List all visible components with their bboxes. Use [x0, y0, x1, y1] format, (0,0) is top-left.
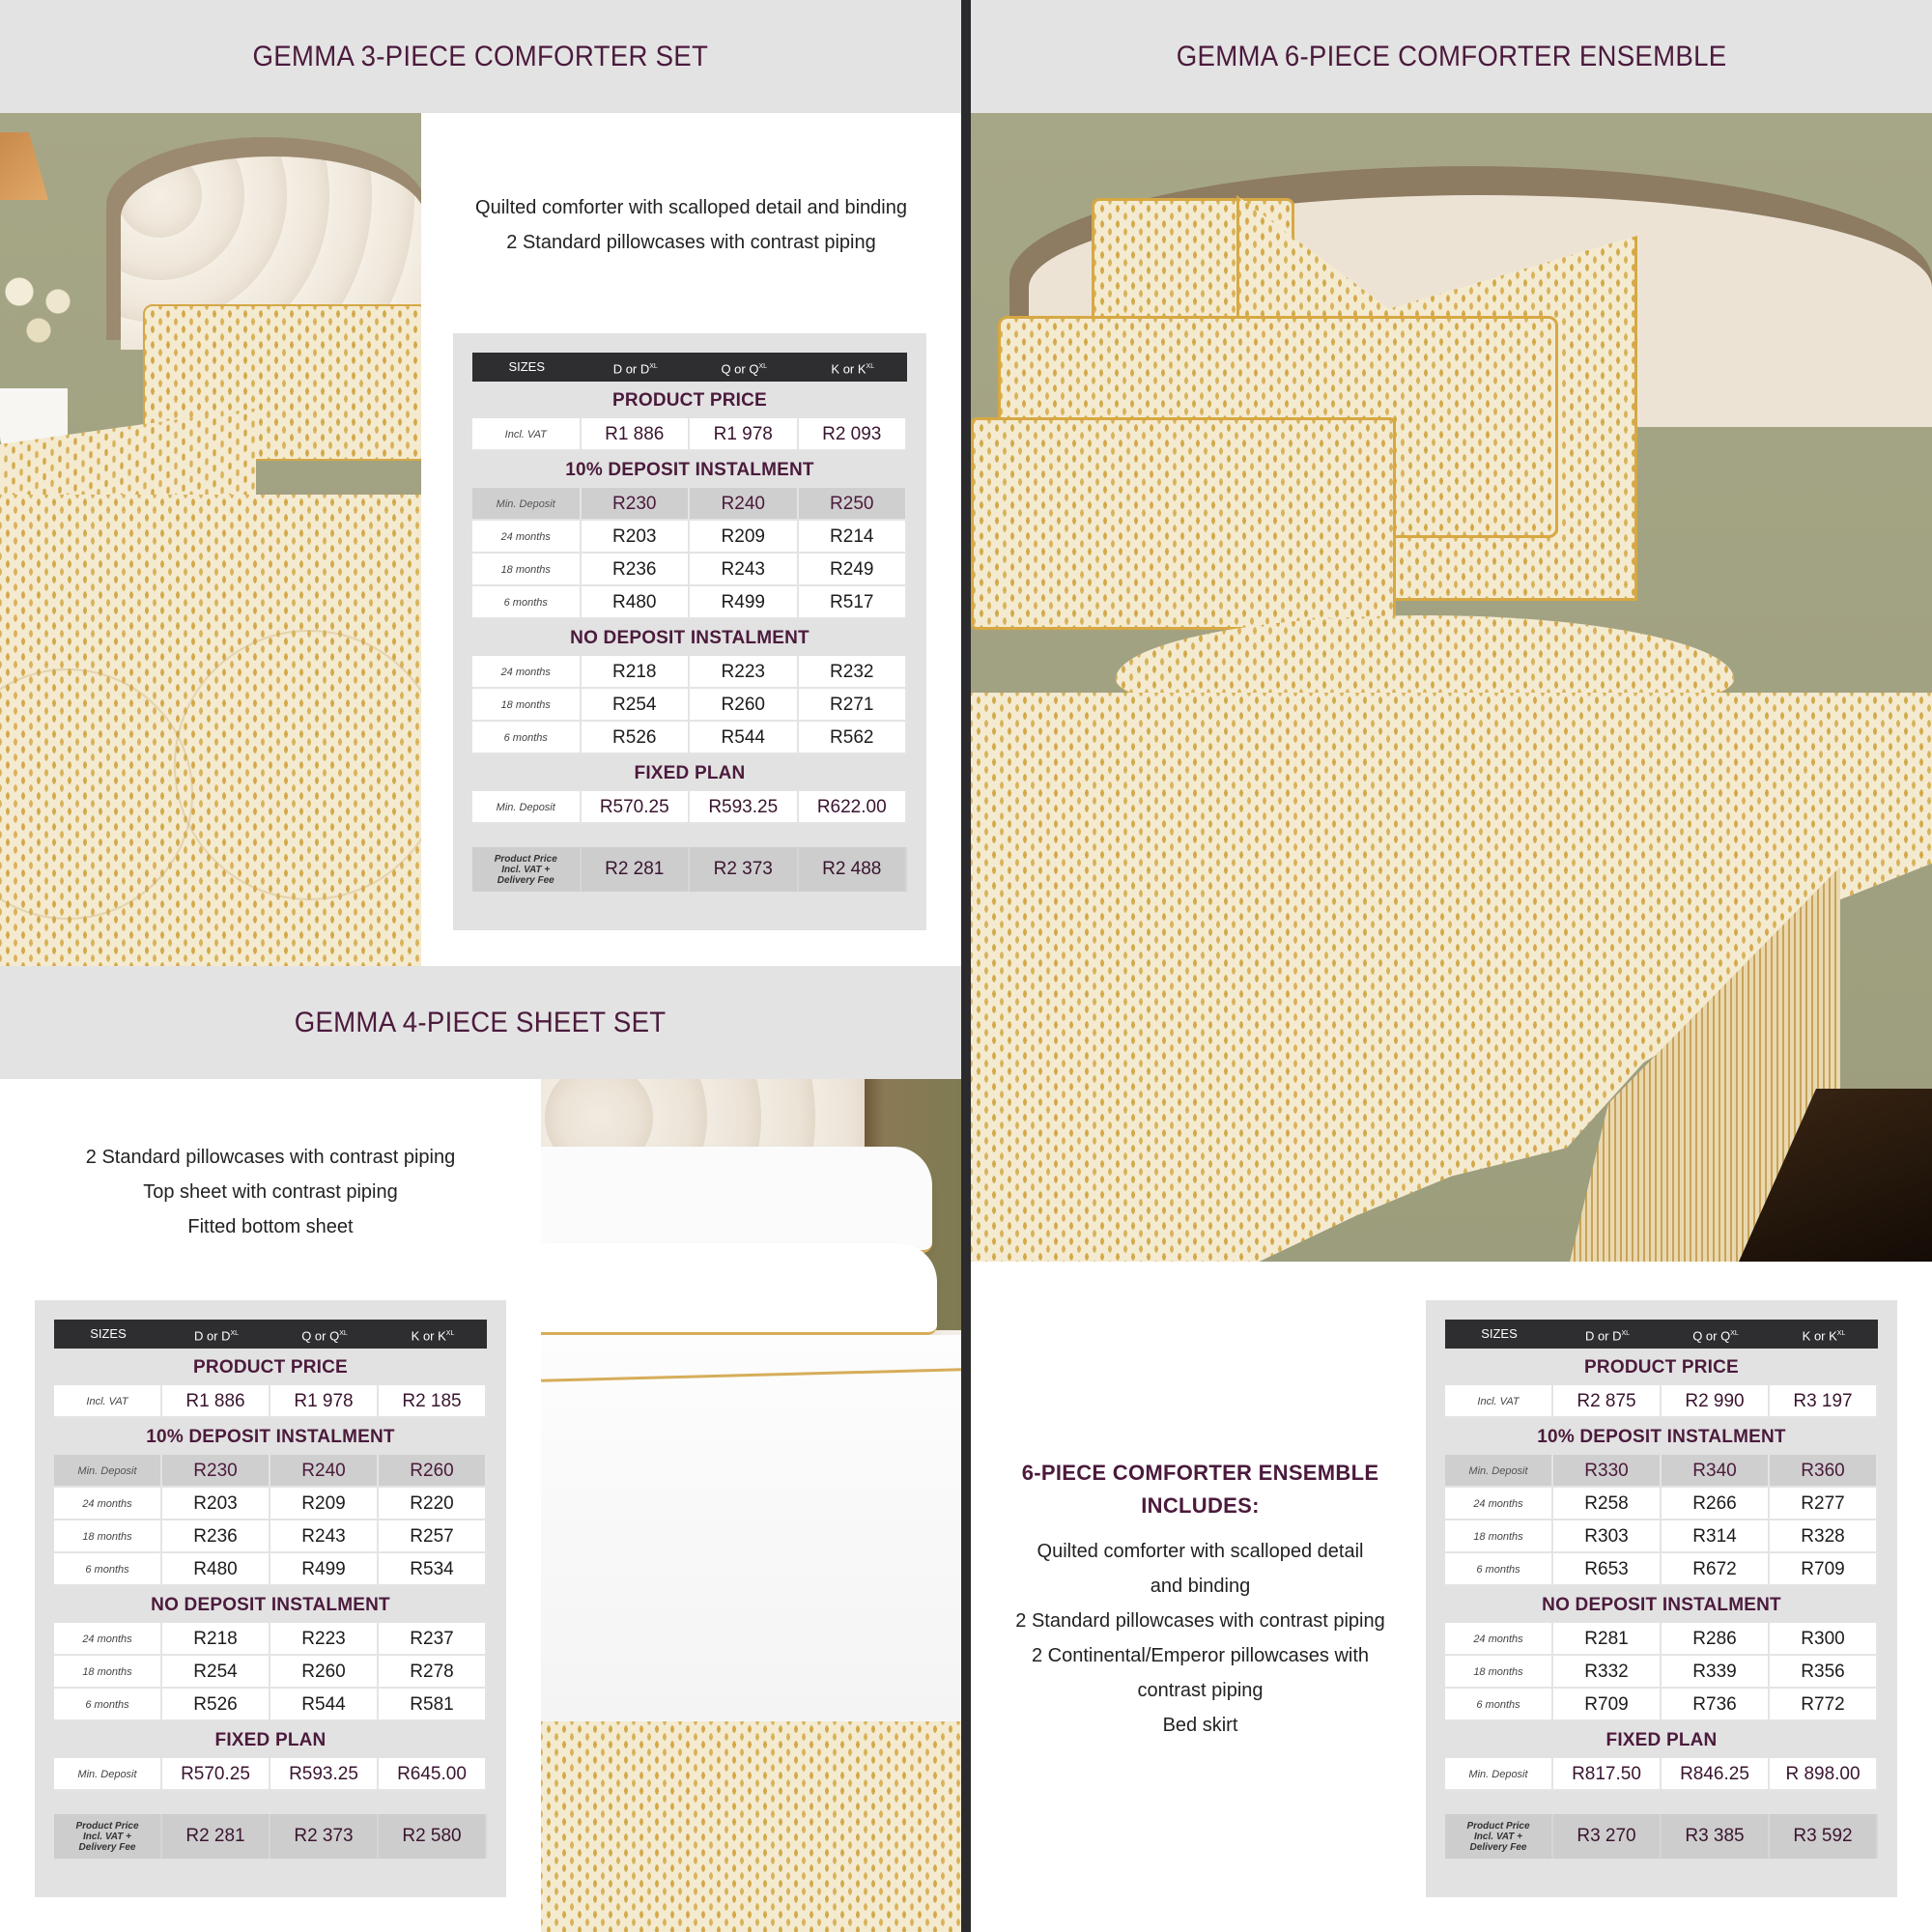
- white-sheets-with-piping-photo: [541, 1079, 961, 1932]
- section-product-price: PRODUCT PRICE: [1584, 1357, 1739, 1378]
- header-double: D or $D^{XL}$: [193, 1328, 240, 1344]
- section-title-6-piece: GEMMA 6-PIECE COMFORTER ENSEMBLE: [1176, 40, 1727, 72]
- section-title-3-piece: GEMMA 3-PIECE COMFORTER SET: [252, 40, 709, 72]
- header-queen: Q or $Q^{XL}$: [301, 1328, 348, 1344]
- header-queen: Q or $Q^{XL}$: [1692, 1328, 1739, 1344]
- section-title-sheet-set: GEMMA 4-PIECE SHEET SET: [295, 1006, 667, 1038]
- table-row: Min. Deposit R330 R340 R360: [1445, 1455, 1878, 1488]
- description-line: Fitted bottom sheet: [187, 1216, 354, 1237]
- description-line: Top sheet with contrast piping: [143, 1181, 398, 1203]
- description-line: contrast piping: [1137, 1680, 1264, 1701]
- section-10-deposit: 10% DEPOSIT INSTALMENT: [146, 1427, 395, 1447]
- description-6-piece: [985, 1457, 1415, 1743]
- table-row: 24 months R203 R209 R214: [472, 521, 907, 554]
- total-row: Product Price Incl. VAT + Delivery Fee R2 281 R2 373 R2 580: [54, 1814, 487, 1859]
- table-row: 18 months R332 R339 R356: [1445, 1656, 1878, 1689]
- table-header: [472, 353, 907, 382]
- table-row: 24 months R203 R209 R220: [54, 1488, 487, 1520]
- table-row: 18 months R236 R243 R257: [54, 1520, 487, 1553]
- table-row: 6 months R653 R672 R709: [1445, 1553, 1878, 1586]
- header-queen: Q or $Q^{XL}$: [721, 361, 768, 377]
- top-sheet: [541, 1335, 961, 1721]
- header-king: K or $K^{XL}$: [1802, 1328, 1846, 1344]
- table-row: 24 months R218 R223 R232: [472, 656, 907, 689]
- description-line: 2 Standard pillowcases with contrast piping: [506, 232, 876, 253]
- price-table-panel-3-piece: [453, 333, 926, 930]
- table-row: Min. Deposit R570.25 R593.25 R645.00: [54, 1758, 487, 1791]
- description-line: Quilted comforter with scalloped detail: [1037, 1541, 1364, 1562]
- total-row: Product Price Incl. VAT + Delivery Fee R2 281 R2 373 R2 488: [472, 847, 907, 892]
- table-row: 18 months R254 R260 R278: [54, 1656, 487, 1689]
- section-no-deposit: NO DEPOSIT INSTALMENT: [151, 1595, 390, 1615]
- section-product-price: PRODUCT PRICE: [193, 1357, 348, 1378]
- section-no-deposit: NO DEPOSIT INSTALMENT: [570, 628, 810, 648]
- description-3-piece: [421, 190, 961, 260]
- total-row: Product Price Incl. VAT + Delivery Fee R3 270 R3 385 R3 592: [1445, 1814, 1878, 1859]
- price-table-panel-6-piece: [1426, 1300, 1897, 1897]
- header-sizes: SIZES: [1481, 1326, 1518, 1341]
- description-line: 2 Continental/Emperor pillowcases with: [1031, 1645, 1370, 1666]
- pillow-bottom: [541, 1243, 937, 1335]
- table-row: Incl. VAT R1 886 R1 978 R2 093: [472, 418, 907, 451]
- table-row: 18 months R236 R243 R249: [472, 554, 907, 586]
- table-header: [54, 1320, 487, 1349]
- header-king: K or $K^{XL}$: [831, 361, 875, 377]
- section-fixed-plan: FIXED PLAN: [214, 1730, 327, 1750]
- lamp-shade: [0, 132, 48, 200]
- section-10-deposit: 10% DEPOSIT INSTALMENT: [1537, 1427, 1786, 1447]
- table-row: Min. Deposit R230 R240 R250: [472, 488, 907, 521]
- title-bar-3-piece: [0, 0, 961, 113]
- section-product-price: PRODUCT PRICE: [612, 390, 767, 411]
- dried-flowers: [0, 272, 82, 388]
- table-header: [1445, 1320, 1878, 1349]
- table-row: Incl. VAT R2 875 R2 990 R3 197: [1445, 1385, 1878, 1418]
- table-row: 18 months R303 R314 R328: [1445, 1520, 1878, 1553]
- standard-pillow-front: [971, 417, 1396, 630]
- table-row: 24 months R281 R286 R300: [1445, 1623, 1878, 1656]
- section-fixed-plan: FIXED PLAN: [1605, 1730, 1718, 1750]
- price-table-panel-sheet-set: [35, 1300, 506, 1897]
- section-no-deposit: NO DEPOSIT INSTALMENT: [1542, 1595, 1781, 1615]
- comforter-underneath: [541, 1721, 961, 1932]
- bed-with-ensemble-pillows-photo: [971, 113, 1932, 1262]
- description-line: 2 Standard pillowcases with contrast piping: [85, 1147, 456, 1168]
- table-row: 18 months R254 R260 R271: [472, 689, 907, 722]
- header-king: K or $K^{XL}$: [411, 1328, 455, 1344]
- description-sheet-set: [0, 1140, 541, 1244]
- description-line: Bed skirt: [1162, 1715, 1238, 1736]
- table-row: Incl. VAT R1 886 R1 978 R2 185: [54, 1385, 487, 1418]
- table-row: 6 months R480 R499 R517: [472, 586, 907, 619]
- vertical-divider: [961, 0, 971, 1932]
- table-row: Min. Deposit R817.50 R846.25 R 898.00: [1445, 1758, 1878, 1791]
- description-line: Quilted comforter with scalloped detail and binding: [475, 197, 907, 218]
- header-sizes: SIZES: [508, 359, 546, 374]
- section-fixed-plan: FIXED PLAN: [634, 763, 746, 783]
- header-double: D or $D^{XL}$: [612, 361, 658, 377]
- table-row: 6 months R526 R544 R562: [472, 722, 907, 754]
- quilted-comforter: [0, 495, 421, 966]
- title-bar-sheet-set: [0, 966, 961, 1079]
- bed-with-patterned-comforter-photo: [0, 113, 421, 966]
- description-line: and binding: [1150, 1576, 1251, 1597]
- includes-heading: 6-PIECE COMFORTER ENSEMBLE INCLUDES:: [1021, 1461, 1379, 1518]
- table-row: 6 months R480 R499 R534: [54, 1553, 487, 1586]
- table-row: 6 months R526 R544 R581: [54, 1689, 487, 1721]
- pillow-top: [541, 1147, 932, 1253]
- sheet-piping: [541, 1368, 961, 1381]
- table-row: Min. Deposit R570.25 R593.25 R622.00: [472, 791, 907, 824]
- table-row: Min. Deposit R230 R240 R260: [54, 1455, 487, 1488]
- table-row: 24 months R258 R266 R277: [1445, 1488, 1878, 1520]
- table-row: 24 months R218 R223 R237: [54, 1623, 487, 1656]
- section-10-deposit: 10% DEPOSIT INSTALMENT: [565, 460, 814, 480]
- header-double: D or $D^{XL}$: [1584, 1328, 1631, 1344]
- description-line: 2 Standard pillowcases with contrast piping: [1015, 1610, 1385, 1632]
- table-row: 6 months R709 R736 R772: [1445, 1689, 1878, 1721]
- header-sizes: SIZES: [90, 1326, 127, 1341]
- title-bar-6-piece: [971, 0, 1932, 113]
